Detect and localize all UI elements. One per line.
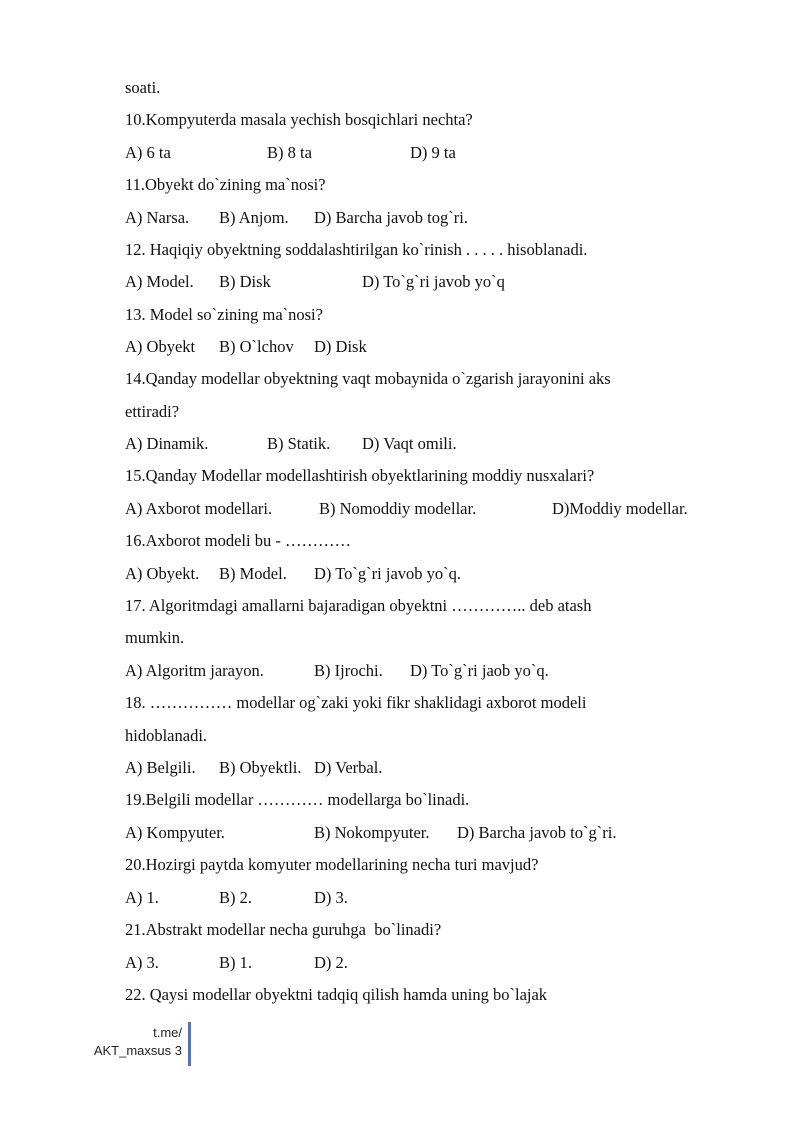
option-b: B) Anjom. [219, 208, 289, 227]
option-a: A) Kompyuter. [125, 823, 225, 842]
option-d: D) Barcha javob to`g`ri. [457, 823, 617, 842]
option-d: D) Verbal. [314, 758, 383, 777]
option-a: A) Algoritm jarayon. [125, 661, 264, 680]
option-a: A) 6 ta [125, 143, 171, 162]
option-d: D) Disk [314, 337, 367, 356]
option-b: B) Ijrochi. [314, 661, 383, 680]
option-a: A) Axborot modellari. [125, 499, 273, 518]
question-20: 20.Hozirgi paytda komyuter modellarining necha turi mavjud? [125, 855, 539, 874]
text-line: soati. [125, 78, 161, 97]
option-d: D)Moddiy modellar. [552, 499, 688, 518]
option-b: B) Statik. [267, 434, 331, 453]
option-d: D) 9 ta [410, 143, 456, 162]
footer-line-1: t.me/ [153, 1025, 182, 1040]
option-d: D) To`g`ri javob yo`q. [314, 564, 462, 583]
option-d: D) To`g`ri jaob yo`q. [410, 661, 549, 680]
option-d: D) 3. [314, 888, 348, 907]
footer-divider [188, 1022, 191, 1066]
option-a: A) Narsa. [125, 208, 190, 227]
question-19: 19.Belgili modellar ………… modellarga bo`linadi. [125, 790, 470, 809]
option-b: B) 1. [219, 953, 252, 972]
option-a: A) Dinamik. [125, 434, 209, 453]
question-15: 15.Qanday Modellar modellashtirish obyektlarining moddiy nusxalari? [125, 466, 595, 485]
question-18-cont: hidoblanadi. [125, 726, 208, 745]
question-17: 17. Algoritmdagi amallarni bajaradigan obyektni ………….. deb atash [125, 596, 592, 615]
footer-line-2: AKT_maxsus 3 [93, 1043, 182, 1058]
question-16: 16.Axborot modeli bu - ………… [125, 531, 351, 550]
option-b: B) Model. [219, 564, 287, 583]
option-a: A) Obyekt [125, 337, 196, 356]
question-18: 18. …………… modellar og`zaki yoki fikr shaklidagi axborot modeli [125, 693, 587, 712]
option-d: D) Vaqt omili. [362, 434, 457, 453]
option-d: D) 2. [314, 953, 348, 972]
option-a: A) 1. [125, 888, 159, 907]
footer-channel [94, 1024, 182, 1060]
option-a: A) 3. [125, 953, 159, 972]
option-b: B) 2. [219, 888, 252, 907]
question-12: 12. Haqiqiy obyektning soddalashtirilgan ko`rinish . . . . . hisoblanadi. [125, 240, 588, 259]
option-b: B) Obyektli. [219, 758, 302, 777]
question-11: 11.Obyekt do`zining ma`nosi? [125, 175, 326, 194]
option-b: B) Nokompyuter. [314, 823, 430, 842]
question-14-cont: ettiradi? [125, 402, 180, 421]
question-21: 21.Abstrakt modellar necha guruhga bo`linadi? [125, 920, 442, 939]
question-17-cont: mumkin. [125, 628, 185, 647]
option-b: B) Disk [219, 272, 271, 291]
option-b: B) 8 ta [267, 143, 312, 162]
option-b: B) O`lchov [219, 337, 294, 356]
question-14: 14.Qanday modellar obyektning vaqt mobaynida o`zgarish jarayonini aks [125, 369, 611, 388]
option-a: A) Obyekt. [125, 564, 200, 583]
option-d: D) To`g`ri javob yo`q [362, 272, 505, 291]
option-a: A) Belgili. [125, 758, 196, 777]
option-a: A) Model. [125, 272, 194, 291]
option-b: B) Nomoddiy modellar. [319, 499, 477, 518]
question-10: 10.Kompyuterda masala yechish bosqichlari nechta? [125, 110, 473, 129]
option-d: D) Barcha javob tog`ri. [314, 208, 468, 227]
question-22: 22. Qaysi modellar obyektni tadqiq qilish hamda uning bo`lajak [125, 985, 548, 1004]
question-13: 13. Model so`zining ma`nosi? [125, 305, 323, 324]
